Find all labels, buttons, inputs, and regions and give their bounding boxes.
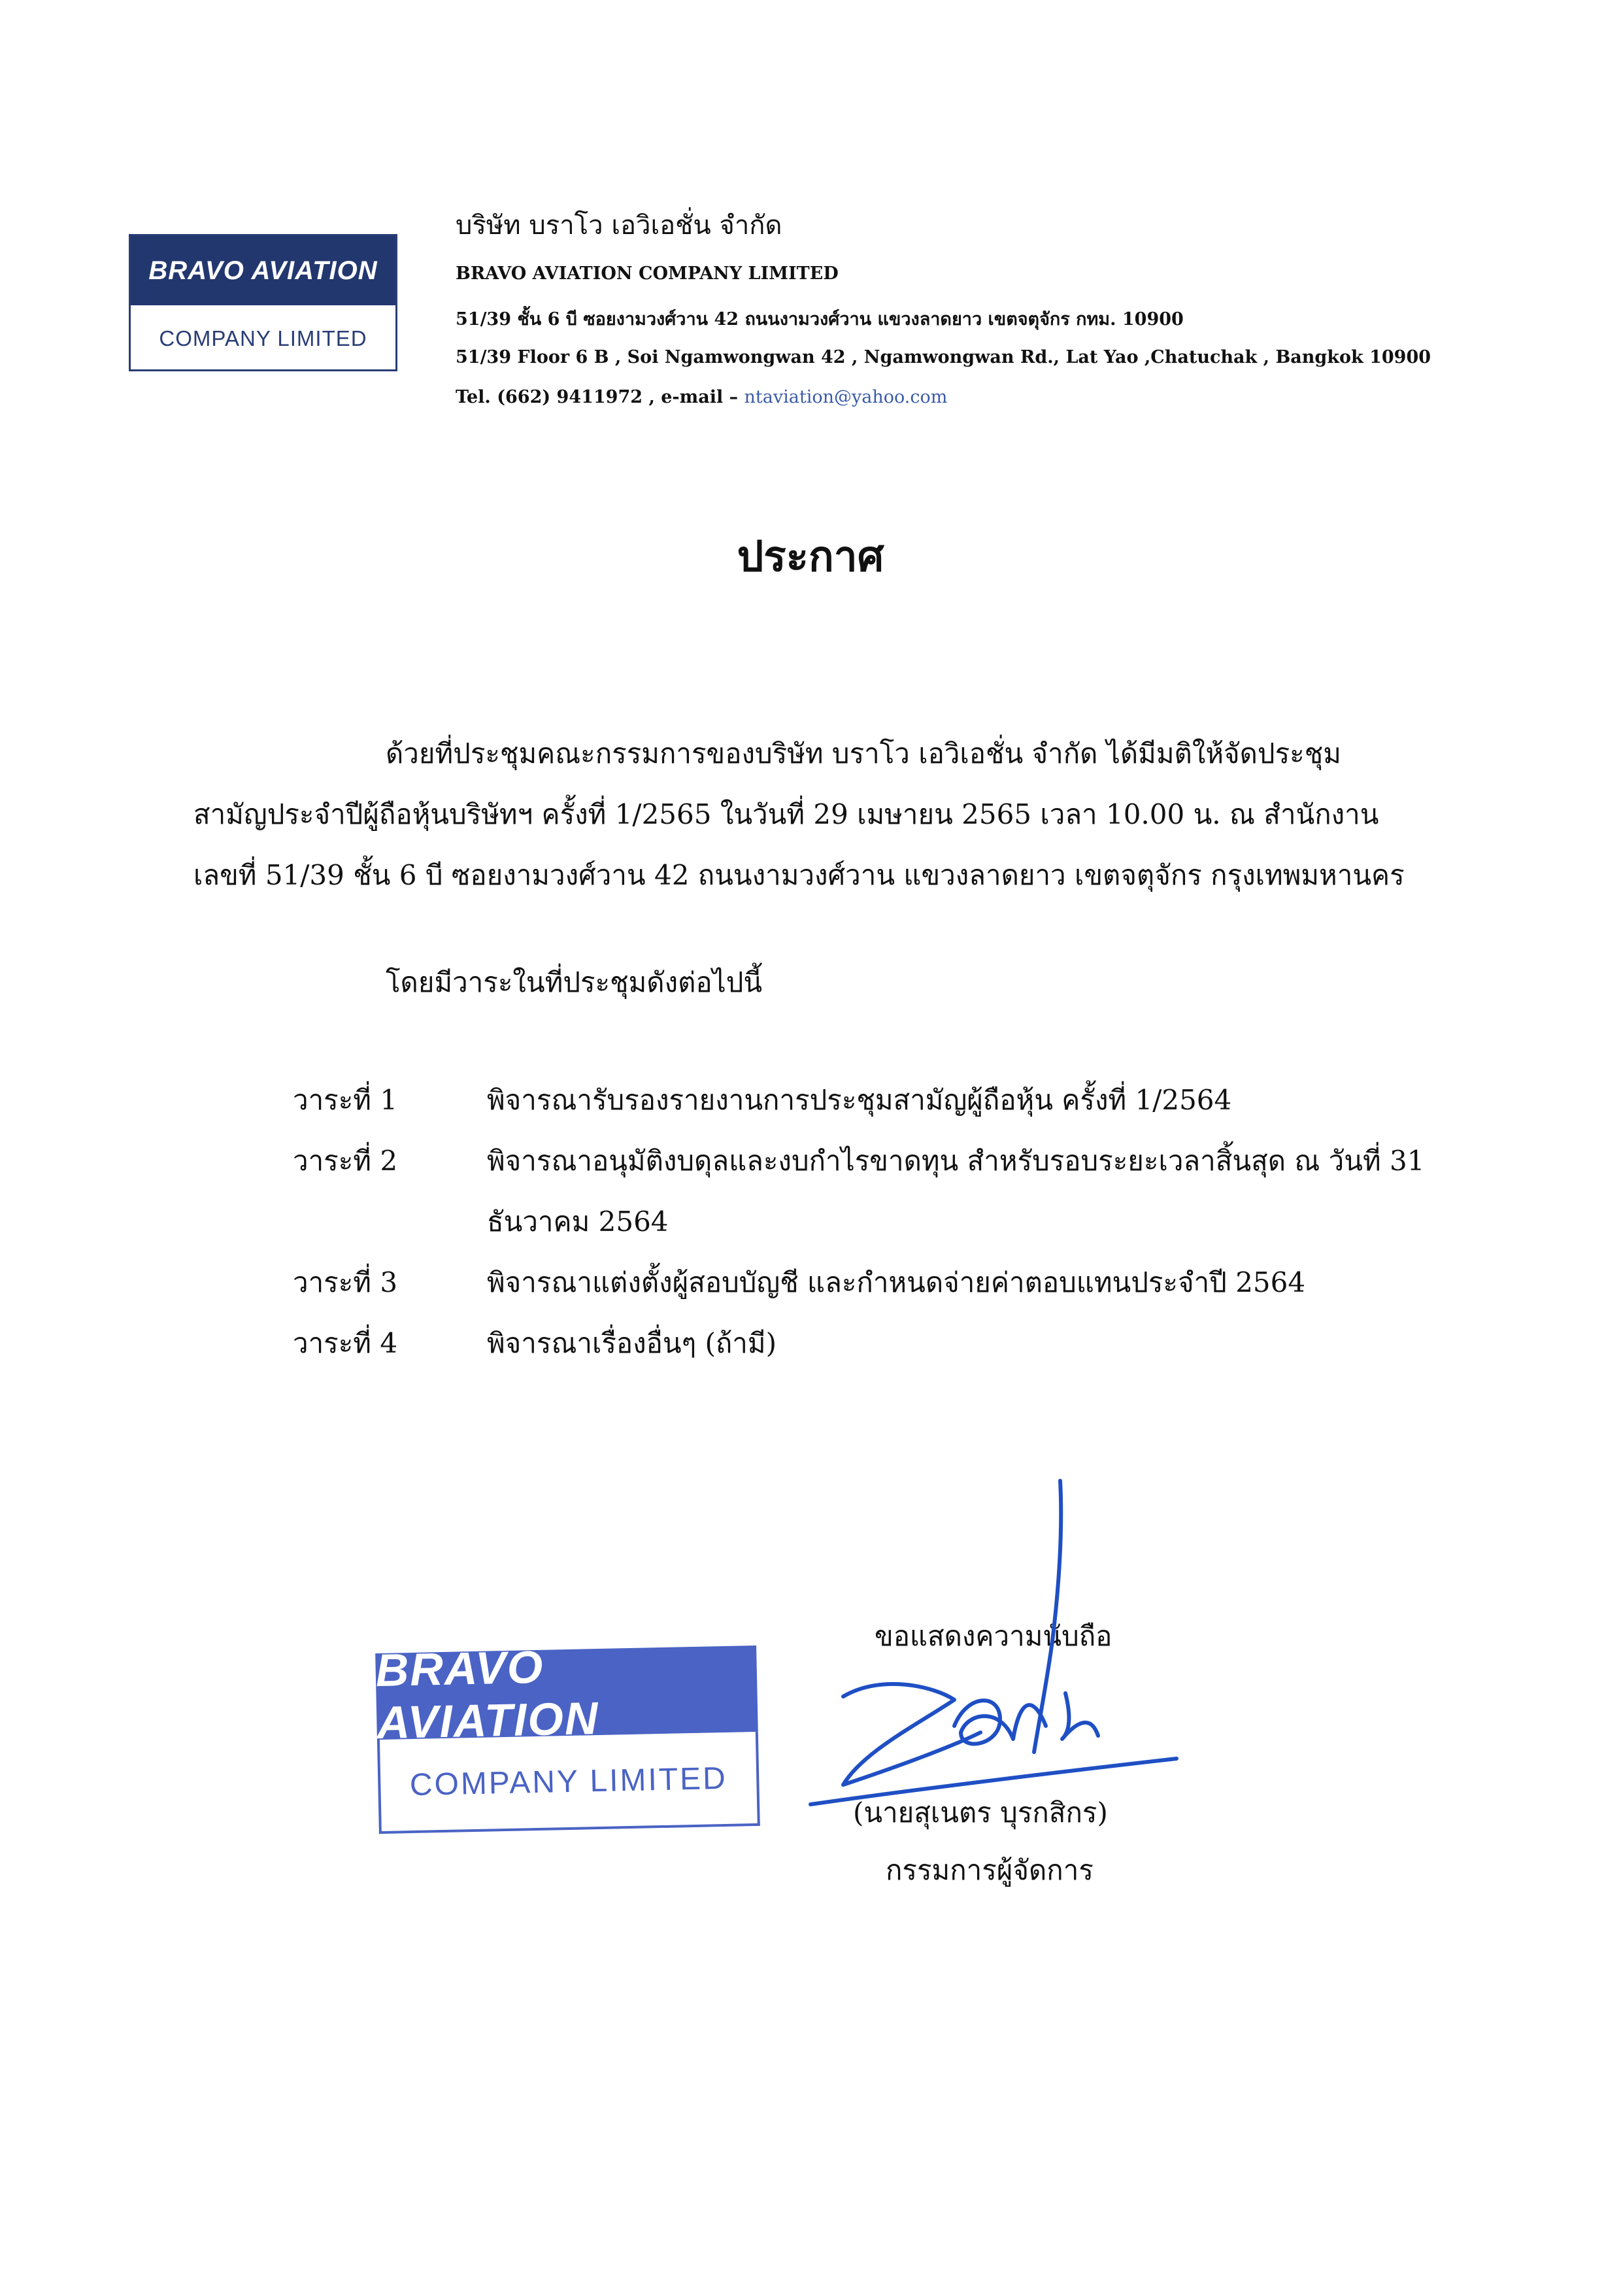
- agenda-text-2-continued: ธันวาคม 2564: [487, 1206, 669, 1238]
- contact-line: [456, 387, 947, 407]
- signer-title: กรรมการผู้จัดการ: [886, 1854, 1094, 1886]
- agenda-text-3: พิจารณาแต่งตั้งผู้สอบบัญชี และกำหนดจ่ายค่าตอบแทนประจำปี 2564: [487, 1266, 1306, 1298]
- agenda-text-1: พิจารณารับรองรายงานการประชุมสามัญผู้ถือหุ้น ครั้งที่ 1/2564: [487, 1084, 1232, 1116]
- body-line-3: เลขที่ 51/39 ชั้น 6 บี ซอยงามวงศ์วาน 42 ถนนงามวงศ์วาน แขวงลาดยาว เขตจตุจักร กรุงเทพมหานคร: [193, 859, 1405, 891]
- agenda-text-4: พิจารณาเรื่องอื่นๆ (ถ้ามี): [487, 1327, 777, 1359]
- logo-bottom-text: COMPANY LIMITED: [159, 326, 367, 350]
- handwritten-signature: [804, 1477, 1196, 1817]
- agenda-label-1: วาระที่ 1: [293, 1084, 398, 1116]
- company-name-thai: บริษัท บราโว เอวิเอชั่น จำกัด: [456, 211, 782, 241]
- body-line-1: ด้วยที่ประชุมคณะกรรมการของบริษัท บราโว เอวิเอชั่น จำกัด ได้มีมติให้จัดประชุม: [386, 737, 1341, 769]
- logo-top-text: BRAVO AVIATION: [131, 236, 395, 305]
- stamp-bottom-text: COMPANY LIMITED: [377, 1732, 760, 1834]
- company-logo: [129, 234, 397, 371]
- company-stamp: [375, 1641, 760, 1835]
- address-english: 51/39 Floor 6 B , Soi Ngamwongwan 42 , Ngamwongwan Rd., Lat Yao ,Chatuchak , Bangkok 10900: [456, 347, 1431, 367]
- agenda-label-4: วาระที่ 4: [293, 1327, 398, 1359]
- document-title: ประกาศ: [737, 532, 884, 581]
- agenda-label-3: วาระที่ 3: [293, 1266, 398, 1298]
- address-thai: 51/39 ชั้น 6 บี ซอยงามวงศ์วาน 42 ถนนงามวงศ์วาน แขวงลาดยาว เขตจตุจักร กทม. 10900: [456, 309, 1184, 329]
- agenda-text-2: พิจารณาอนุมัติงบดุลและงบกำไรขาดทุน สำหรับรอบระยะเวลาสิ้นสุด ณ วันที่ 31: [487, 1145, 1425, 1177]
- agenda-label-2: วาระที่ 2: [293, 1145, 398, 1177]
- agenda-intro: โดยมีวาระในที่ประชุมดังต่อไปนี้: [386, 966, 763, 998]
- body-line-2: สามัญประจำปีผู้ถือหุ้นบริษัทฯ ครั้งที่ 1/2565 ในวันที่ 29 เมษายน 2565 เวลา 10.00 น. ณ สำนักงาน: [193, 798, 1379, 830]
- signer-name: (นายสุเนตร บุรกสิกร): [853, 1797, 1108, 1829]
- stamp-top-text: BRAVO AVIATION: [375, 1646, 758, 1740]
- closing-regards: ขอแสดงความนับถือ: [875, 1620, 1112, 1652]
- tel-label: Tel. (662) 9411972 , e-mail –: [456, 387, 744, 407]
- company-name-english: BRAVO AVIATION COMPANY LIMITED: [456, 263, 839, 284]
- email-link[interactable]: ntaviation@yahoo.com: [744, 387, 948, 407]
